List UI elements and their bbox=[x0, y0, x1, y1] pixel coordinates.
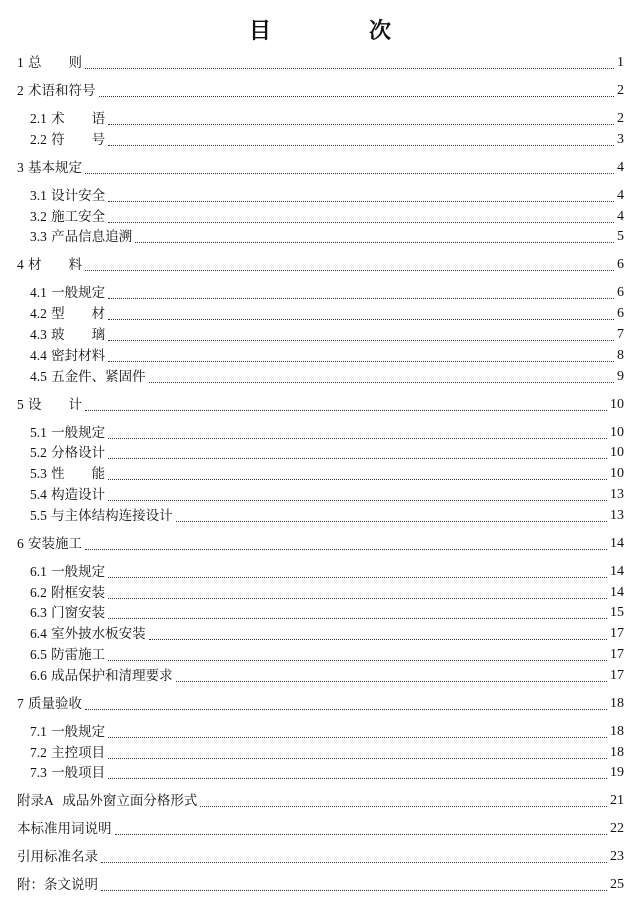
dot-leader bbox=[108, 724, 607, 738]
toc-entry-label bbox=[30, 110, 105, 128]
toc-page-number: 14 bbox=[610, 584, 624, 600]
toc-entry-label bbox=[30, 667, 173, 685]
toc-entry-number: 6.5 bbox=[30, 647, 47, 662]
dot-leader bbox=[101, 877, 607, 891]
toc-page-number: 9 bbox=[617, 368, 624, 384]
toc-entry-number: 3.2 bbox=[30, 208, 47, 224]
toc-page-number: 6 bbox=[617, 285, 624, 301]
toc-section-entry[interactable] bbox=[30, 646, 624, 664]
toc-entry-title: 成品保护和清理要求 bbox=[51, 667, 173, 684]
toc-page-number: 10 bbox=[610, 396, 624, 412]
toc-page-number: 3 bbox=[617, 131, 624, 147]
dot-leader bbox=[85, 257, 614, 271]
dot-leader bbox=[108, 585, 607, 599]
toc-entry-title: 构造设计 bbox=[51, 487, 106, 503]
toc-entry-number: 6.1 bbox=[30, 563, 47, 579]
toc-entry-label bbox=[30, 228, 132, 246]
toc-entry-title: 五金件、紧固件 bbox=[51, 368, 146, 385]
toc-page-number: 19 bbox=[610, 765, 624, 781]
toc-chapter-entry[interactable] bbox=[17, 256, 624, 274]
toc-entry-number: 5 bbox=[17, 396, 24, 412]
toc-page-number: 4 bbox=[617, 159, 624, 175]
toc-page-number: 1 bbox=[617, 55, 624, 70]
toc-entry-label bbox=[17, 159, 82, 177]
toc-entry-title: 附框安装 bbox=[51, 584, 106, 601]
toc-entry-title: 本标准用词说明 bbox=[17, 821, 112, 838]
toc-entry-number: 4.1 bbox=[30, 285, 47, 301]
toc-entry-label bbox=[30, 744, 105, 762]
toc-entry-label bbox=[30, 507, 173, 525]
dot-leader bbox=[85, 696, 607, 710]
toc-section-entry[interactable] bbox=[30, 667, 624, 685]
dot-leader bbox=[85, 55, 614, 69]
toc-entry-number: 2.2 bbox=[30, 131, 47, 147]
toc-entry-label bbox=[17, 876, 98, 894]
dot-leader bbox=[149, 369, 614, 383]
toc-entry-label bbox=[30, 584, 105, 602]
toc-entry-title: 附：条文说明 bbox=[17, 877, 98, 894]
toc-entry-number: 5.1 bbox=[30, 424, 47, 440]
toc-entry-number: 6.2 bbox=[30, 584, 47, 600]
toc-entry-number: 4.5 bbox=[30, 368, 47, 384]
toc-entry-title: 分格设计 bbox=[51, 445, 106, 462]
toc-entry-title: 产品信息追溯 bbox=[51, 229, 133, 246]
dot-leader bbox=[108, 487, 607, 501]
toc-entry-number: 3 bbox=[17, 159, 24, 175]
toc-page-number: 18 bbox=[610, 744, 624, 760]
toc-entry-label bbox=[30, 486, 105, 504]
toc-entry-label bbox=[30, 465, 105, 483]
toc-chapter-entry[interactable] bbox=[17, 54, 624, 72]
toc-page-number: 13 bbox=[610, 487, 624, 502]
dot-leader bbox=[108, 647, 607, 661]
toc-chapter-entry[interactable] bbox=[17, 159, 624, 177]
toc-entry-title: 防雷施工 bbox=[51, 647, 106, 663]
toc-entry-label bbox=[30, 625, 146, 643]
dot-leader bbox=[115, 821, 608, 835]
toc-entry-title: 设计安全 bbox=[51, 187, 106, 204]
toc-section-entry[interactable] bbox=[30, 584, 624, 602]
toc-page-number: 14 bbox=[610, 535, 624, 551]
toc-chapter-entry[interactable] bbox=[17, 82, 624, 100]
toc-entry-title: 一般规定 bbox=[51, 424, 106, 441]
toc-entry-title: 总 则 bbox=[28, 55, 83, 71]
toc-entry-number: 6.6 bbox=[30, 667, 47, 683]
dot-leader bbox=[101, 849, 607, 863]
toc-chapter-entry[interactable] bbox=[17, 535, 624, 553]
dot-leader bbox=[108, 605, 607, 619]
toc-entry-title: 安装施工 bbox=[28, 535, 83, 552]
toc-page-number: 17 bbox=[610, 626, 624, 642]
toc-entry-title: 一般项目 bbox=[51, 765, 106, 782]
toc-section-entry[interactable] bbox=[30, 444, 624, 462]
toc-section-entry[interactable] bbox=[30, 110, 624, 128]
toc-entry-label bbox=[17, 396, 82, 414]
toc-entry-number: 附录A bbox=[17, 793, 54, 809]
toc-entry-title: 性 能 bbox=[51, 466, 106, 483]
toc-entry-title: 一般规定 bbox=[51, 723, 106, 740]
dot-leader bbox=[200, 793, 607, 807]
toc-page-number: 7 bbox=[617, 327, 624, 342]
dot-leader bbox=[108, 285, 614, 299]
toc-section-entry[interactable] bbox=[30, 326, 624, 344]
dot-leader bbox=[108, 306, 614, 320]
toc-chapter-entry[interactable] bbox=[17, 396, 624, 414]
toc-page-number: 2 bbox=[617, 83, 624, 98]
toc-entry-label bbox=[30, 187, 105, 205]
toc-entry-number: 3.3 bbox=[30, 229, 47, 245]
toc-entry-title: 术 语 bbox=[51, 111, 106, 127]
toc-page-number: 22 bbox=[610, 821, 624, 837]
toc-entry-label bbox=[17, 535, 82, 553]
toc-section-entry[interactable] bbox=[30, 465, 624, 483]
toc-entry-number: 7 bbox=[17, 695, 24, 711]
toc-section-entry[interactable] bbox=[30, 187, 624, 205]
dot-leader bbox=[176, 668, 607, 682]
toc-entry-number: 5.2 bbox=[30, 445, 47, 461]
toc-entry-number: 1 bbox=[17, 55, 24, 70]
toc-entry-label bbox=[30, 424, 105, 442]
toc-entry-label bbox=[30, 305, 105, 323]
toc-entry-number: 7.2 bbox=[30, 744, 47, 760]
toc-entry-number: 7.3 bbox=[30, 765, 47, 781]
toc-entry-title: 一般规定 bbox=[51, 563, 106, 580]
toc-entry-number: 5.4 bbox=[30, 487, 47, 502]
toc-entry-title: 质量验收 bbox=[28, 695, 83, 712]
toc-entry-label bbox=[30, 444, 105, 462]
toc-entry-title: 型 材 bbox=[51, 306, 106, 323]
toc-entry-title: 术语和符号 bbox=[28, 83, 96, 99]
toc-entry-title: 施工安全 bbox=[51, 208, 106, 225]
toc-section-entry[interactable] bbox=[30, 284, 624, 302]
toc-chapter-entry[interactable] bbox=[17, 848, 624, 866]
toc-entry-title: 设 计 bbox=[28, 396, 83, 413]
toc-entry-label bbox=[17, 792, 197, 810]
dot-leader bbox=[85, 160, 614, 174]
toc-page-number: 6 bbox=[617, 306, 624, 322]
dot-leader bbox=[108, 445, 607, 459]
toc-chapter-entry[interactable] bbox=[17, 820, 624, 838]
toc-entry-label bbox=[30, 563, 105, 581]
dot-leader bbox=[108, 745, 607, 759]
toc-chapter-entry[interactable] bbox=[17, 792, 624, 810]
toc-entry-title: 门窗安装 bbox=[51, 605, 106, 622]
toc-chapter-entry[interactable] bbox=[17, 695, 624, 713]
toc-entry-title: 一般规定 bbox=[51, 285, 106, 302]
toc-entry-number: 4.4 bbox=[30, 347, 47, 363]
toc-section-entry[interactable] bbox=[30, 208, 624, 226]
toc-section-entry[interactable] bbox=[30, 625, 624, 643]
toc-entry-number: 4 bbox=[17, 257, 24, 273]
page-title: 目 次 bbox=[248, 19, 429, 44]
toc-page-number: 21 bbox=[610, 793, 624, 809]
toc-entry-label bbox=[17, 848, 98, 866]
toc-page-number: 14 bbox=[610, 563, 624, 579]
toc-section-entry[interactable] bbox=[30, 744, 624, 762]
toc-page-number: 18 bbox=[610, 723, 624, 739]
toc-page-number: 4 bbox=[617, 208, 624, 224]
toc-entry-label bbox=[30, 284, 105, 302]
toc-entry-number: 6.4 bbox=[30, 626, 47, 642]
dot-leader bbox=[85, 397, 607, 411]
toc-entry-title: 玻 璃 bbox=[51, 327, 106, 343]
toc-entry-number: 2.1 bbox=[30, 111, 47, 126]
dot-leader bbox=[108, 327, 614, 341]
toc-page-number: 25 bbox=[610, 877, 624, 893]
dot-leader bbox=[108, 209, 614, 223]
dot-leader bbox=[135, 229, 614, 243]
toc-entry-label bbox=[30, 723, 105, 741]
toc-entry-label bbox=[30, 368, 146, 386]
dot-leader bbox=[108, 111, 614, 125]
toc-chapter-entry[interactable] bbox=[17, 876, 624, 894]
toc-entry-label bbox=[30, 604, 105, 622]
toc-section-entry[interactable] bbox=[30, 604, 624, 622]
toc-entry-label bbox=[30, 347, 105, 365]
dot-leader bbox=[149, 626, 607, 640]
toc-entry-title: 主控项目 bbox=[51, 744, 106, 761]
toc-entry-label bbox=[30, 208, 105, 226]
toc-page-number: 8 bbox=[617, 347, 624, 363]
dot-leader bbox=[108, 564, 607, 578]
toc-page-number: 5 bbox=[617, 229, 624, 245]
toc-entry-label bbox=[17, 82, 96, 100]
dot-leader bbox=[108, 765, 607, 779]
toc-entry-title: 与主体结构连接设计 bbox=[51, 507, 173, 524]
toc-entry-label bbox=[17, 256, 82, 274]
toc-page-number: 4 bbox=[617, 187, 624, 203]
toc-entry-title: 符 号 bbox=[51, 131, 106, 148]
toc-entry-number: 6.3 bbox=[30, 605, 47, 621]
toc-section-entry[interactable] bbox=[30, 563, 624, 581]
toc-entry-label bbox=[17, 54, 82, 72]
toc-entry-number: 2 bbox=[17, 83, 24, 98]
toc-entry-label bbox=[30, 646, 105, 664]
toc-page-number: 17 bbox=[610, 647, 624, 662]
toc-entry-title: 室外披水板安装 bbox=[51, 626, 146, 643]
toc-page-number: 10 bbox=[610, 445, 624, 461]
toc-page-number: 10 bbox=[610, 424, 624, 440]
toc-entry-number: 5.3 bbox=[30, 466, 47, 482]
toc-entry-number: 4.2 bbox=[30, 306, 47, 322]
toc-entry-title: 密封材料 bbox=[51, 347, 106, 364]
toc-section-entry[interactable] bbox=[30, 368, 624, 386]
toc-page-number: 18 bbox=[610, 695, 624, 711]
toc-page-number: 10 bbox=[610, 466, 624, 482]
dot-leader bbox=[108, 466, 607, 480]
toc-page-number: 2 bbox=[617, 111, 624, 126]
toc-entry-number: 6 bbox=[17, 535, 24, 551]
toc-page-number: 15 bbox=[610, 605, 624, 621]
toc-entry-number: 7.1 bbox=[30, 723, 47, 739]
toc-entry-number: 3.1 bbox=[30, 187, 47, 203]
dot-leader bbox=[108, 132, 614, 146]
toc-entry-title: 基本规定 bbox=[28, 159, 83, 176]
toc-page-number: 17 bbox=[610, 667, 624, 683]
toc-section-entry[interactable] bbox=[30, 486, 624, 504]
toc-entry-title: 材 料 bbox=[28, 257, 83, 274]
toc-entry-label bbox=[17, 695, 82, 713]
toc-section-entry[interactable] bbox=[30, 723, 624, 741]
toc-entry-label bbox=[30, 326, 105, 344]
toc-entry-label bbox=[30, 131, 105, 149]
toc-entry-label bbox=[17, 820, 112, 838]
toc-section-entry[interactable] bbox=[30, 131, 624, 149]
dot-leader bbox=[108, 188, 614, 202]
toc-entry-title: 成品外窗立面分格形式 bbox=[62, 793, 198, 810]
dot-leader bbox=[176, 508, 607, 522]
dot-leader bbox=[99, 83, 614, 97]
toc-section-entry[interactable] bbox=[30, 424, 624, 442]
toc-page-number: 13 bbox=[610, 507, 624, 523]
toc-section-entry[interactable] bbox=[30, 507, 624, 525]
toc-section-entry[interactable] bbox=[30, 228, 624, 246]
toc-entry-number: 5.5 bbox=[30, 507, 47, 523]
toc-entry-title: 引用标准名录 bbox=[17, 849, 98, 866]
toc-section-entry[interactable] bbox=[30, 305, 624, 323]
dot-leader bbox=[108, 348, 614, 362]
dot-leader bbox=[85, 536, 607, 550]
toc-page-number: 6 bbox=[617, 257, 624, 273]
dot-leader bbox=[108, 425, 607, 439]
toc-section-entry[interactable] bbox=[30, 764, 624, 782]
toc-entry-label bbox=[30, 764, 105, 782]
toc-section-entry[interactable] bbox=[30, 347, 624, 365]
toc-page-number: 23 bbox=[610, 849, 624, 865]
toc-entry-number: 4.3 bbox=[30, 327, 47, 342]
